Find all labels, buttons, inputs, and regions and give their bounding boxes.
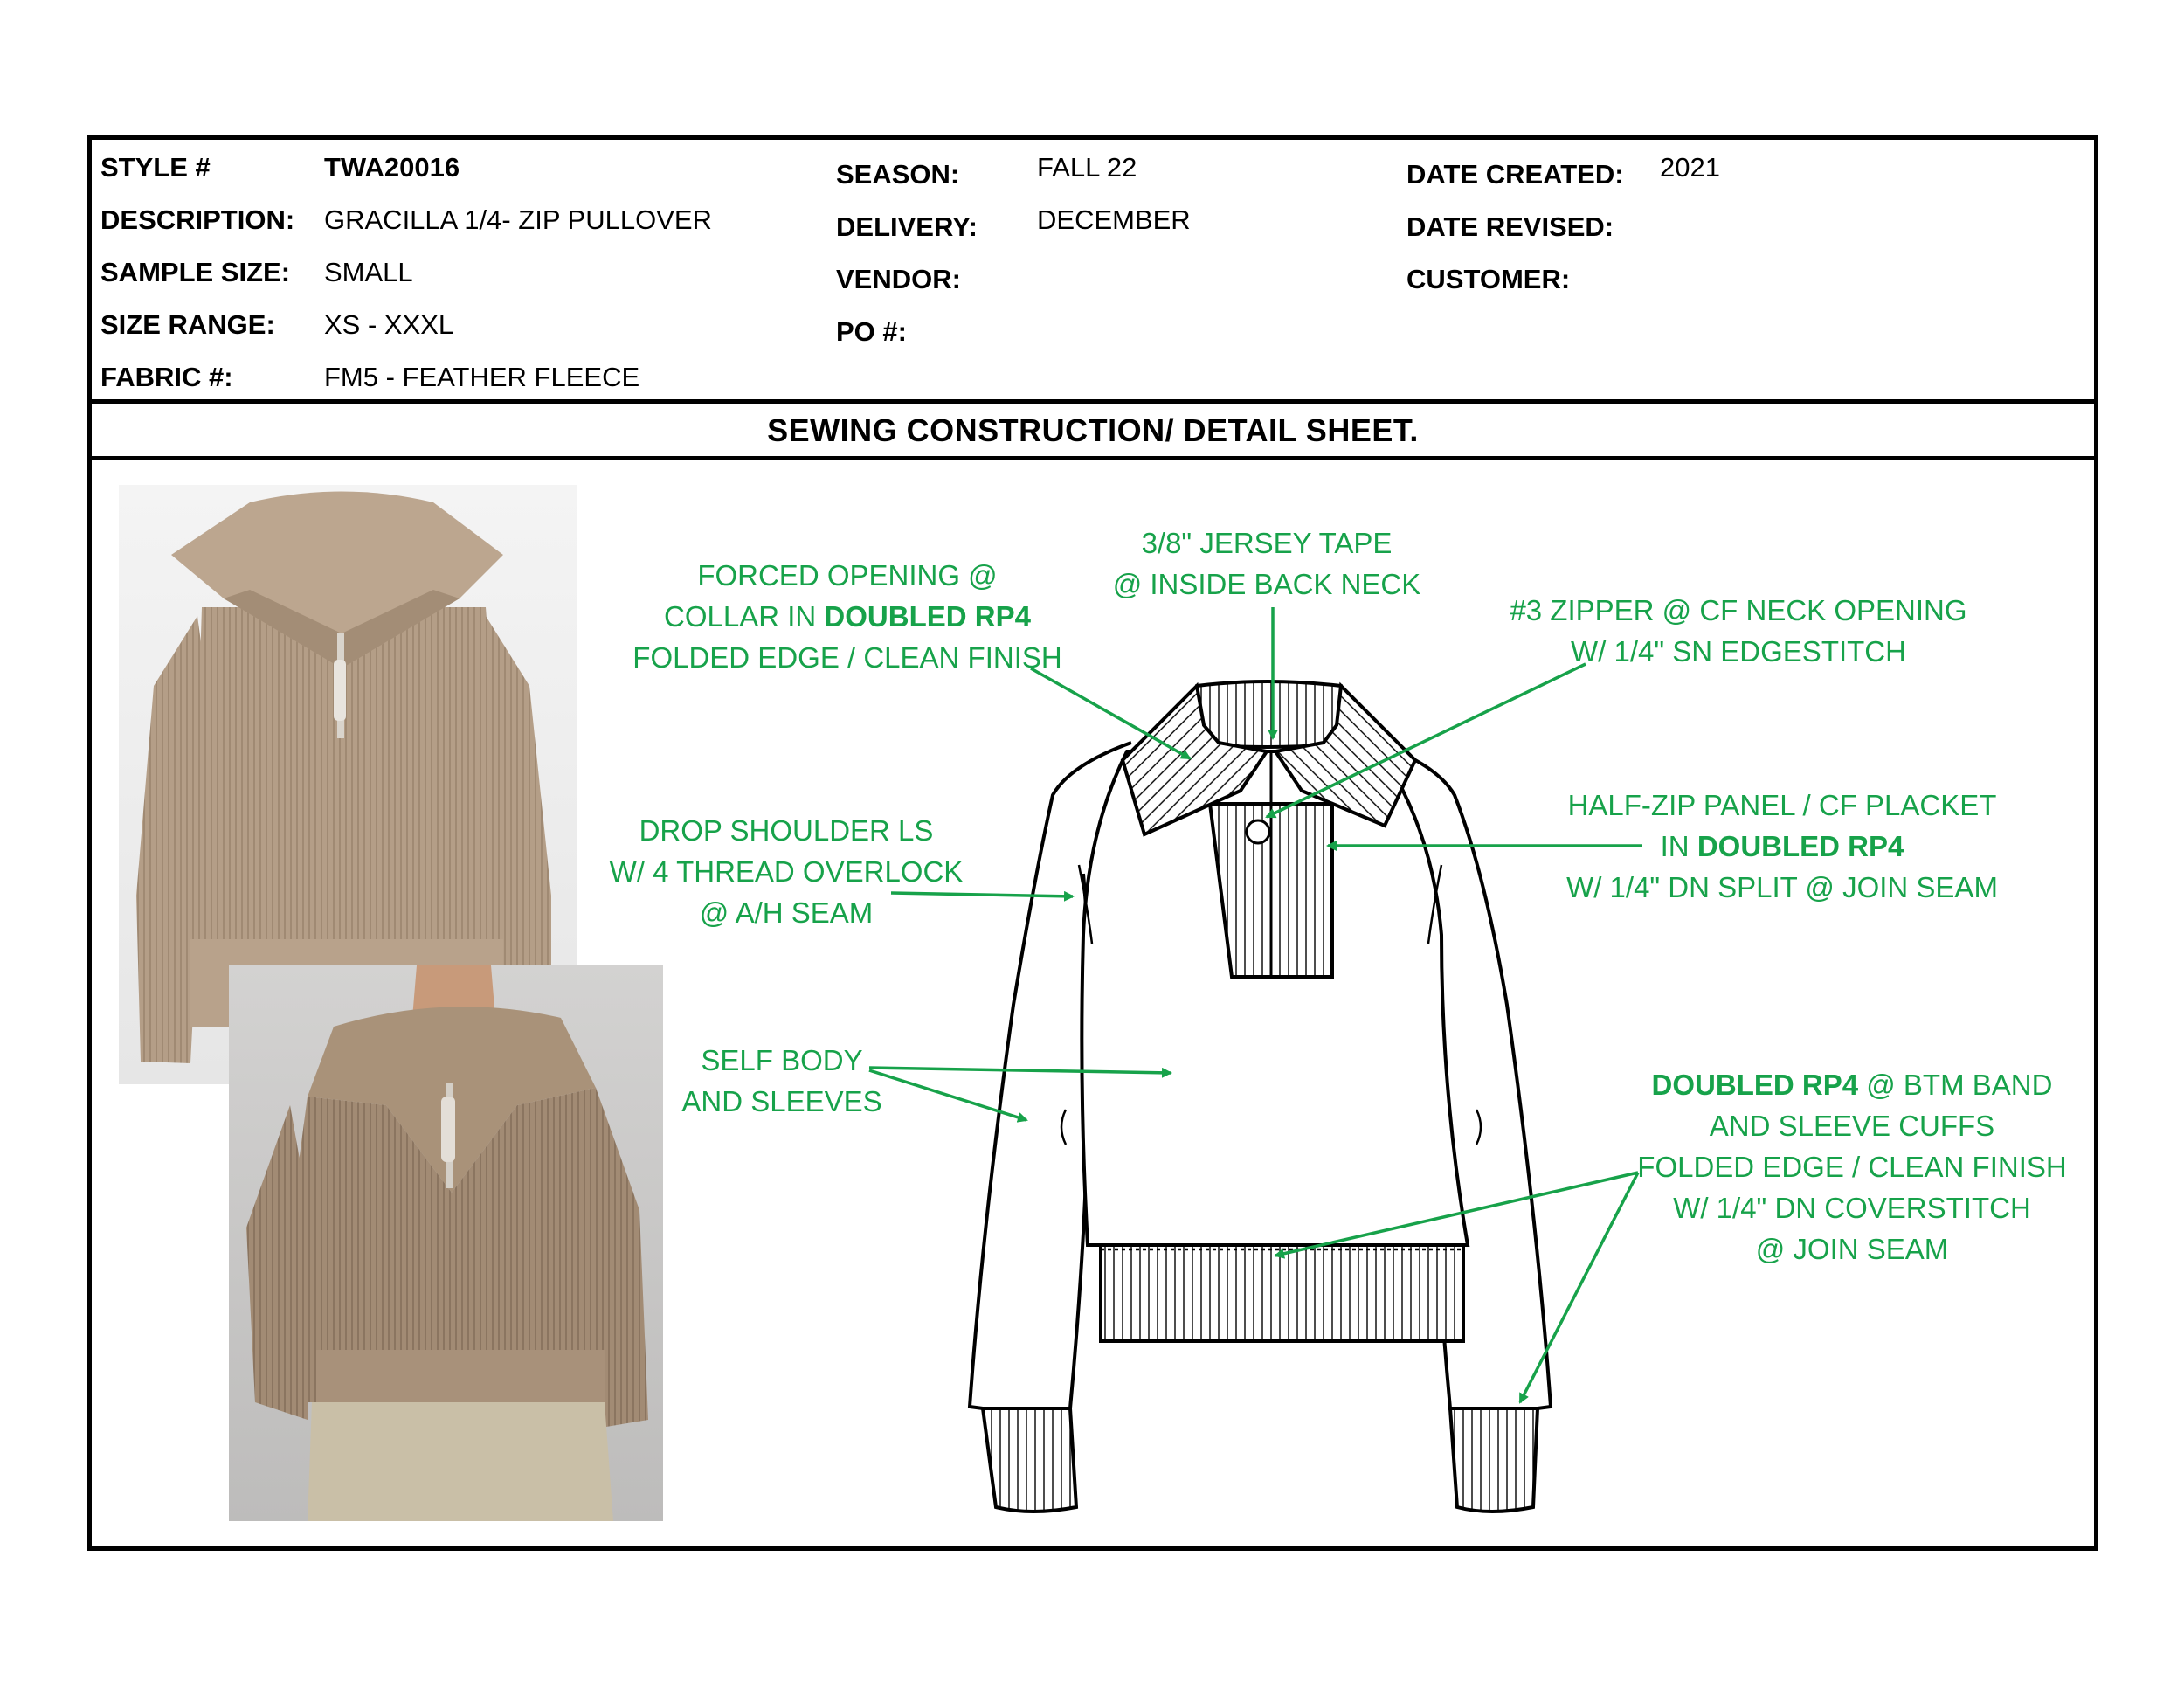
size-range-label: SIZE RANGE:	[100, 309, 275, 340]
date-revised-label: DATE REVISED:	[1406, 211, 1614, 242]
note-bold-text: DOUBLED RP4	[1651, 1069, 1859, 1101]
fabric-value: FM5 - FEATHER FLEECE	[324, 362, 640, 392]
sweater-outline	[970, 681, 1551, 1512]
season-label: SEASON:	[836, 159, 960, 190]
season-value: FALL 22	[1037, 152, 1137, 183]
description-value: GRACILLA 1/4- ZIP PULLOVER	[324, 204, 712, 235]
style-value: TWA20016	[324, 152, 460, 183]
customer-label: CUSTOMER:	[1406, 264, 1571, 294]
date-created-label: DATE CREATED:	[1406, 159, 1624, 190]
note-line: HALF-ZIP PANEL / CF PLACKET	[1567, 789, 1997, 821]
note-self-body	[673, 1040, 891, 1122]
note-drop-shoulder	[603, 810, 970, 933]
note-line: AND SLEEVE CUFFS	[1709, 1110, 1995, 1142]
note-line: 3/8" JERSEY TAPE	[1141, 527, 1393, 559]
note-half-zip	[1546, 785, 2018, 908]
note-bold-text: DOUBLED RP4	[1697, 830, 1904, 862]
note-jersey-tape	[1092, 522, 1441, 605]
note-forced-opening	[629, 555, 1066, 678]
sheet-title: SEWING CONSTRUCTION/ DETAIL SHEET.	[767, 412, 1419, 448]
note-text: IN	[1660, 830, 1697, 862]
note-text: COLLAR IN	[664, 600, 825, 633]
note-line: @ JOIN SEAM	[1755, 1233, 1949, 1265]
fabric-label: FABRIC #:	[100, 362, 233, 392]
delivery-label: DELIVERY:	[836, 211, 978, 242]
note-text: @ BTM BAND	[1858, 1069, 2053, 1101]
note-line	[1546, 826, 2018, 867]
note-line: DROP SHOULDER LS	[639, 814, 934, 847]
note-line: FOLDED EDGE / CLEAN FINISH	[1637, 1151, 2067, 1183]
style-label: STYLE #	[100, 152, 211, 183]
sample-size-value: SMALL	[324, 257, 413, 287]
size-range-value: XS - XXXL	[324, 309, 454, 340]
note-bottom-band	[1625, 1064, 2079, 1269]
delivery-value: DECEMBER	[1037, 204, 1191, 235]
note-line	[629, 596, 1066, 637]
note-line: FOLDED EDGE / CLEAN FINISH	[632, 641, 1062, 674]
description-label: DESCRIPTION:	[100, 204, 295, 235]
note-line: FORCED OPENING @	[697, 559, 998, 591]
note-line: SELF BODY	[701, 1044, 863, 1076]
vendor-label: VENDOR:	[836, 264, 961, 294]
note-line: AND SLEEVES	[681, 1085, 882, 1117]
sample-size-label: SAMPLE SIZE:	[100, 257, 291, 287]
note-line	[1625, 1064, 2079, 1105]
note-line: W/ 4 THREAD OVERLOCK	[609, 855, 964, 888]
note-line: W/ 1/4" DN SPLIT @ JOIN SEAM	[1566, 871, 1998, 903]
po-label: PO #:	[836, 316, 907, 347]
note-line: @ INSIDE BACK NECK	[1112, 568, 1421, 600]
note-line: W/ 1/4" DN COVERSTITCH	[1673, 1192, 2031, 1224]
note-bold-text: DOUBLED RP4	[824, 600, 1031, 633]
note-line: #3 ZIPPER @ CF NECK OPENING	[1510, 594, 1967, 626]
note-line: @ A/H SEAM	[699, 896, 874, 929]
note-line: W/ 1/4" SN EDGESTITCH	[1571, 635, 1906, 668]
date-created-value: 2021	[1660, 152, 1720, 183]
note-zipper	[1503, 590, 1974, 672]
